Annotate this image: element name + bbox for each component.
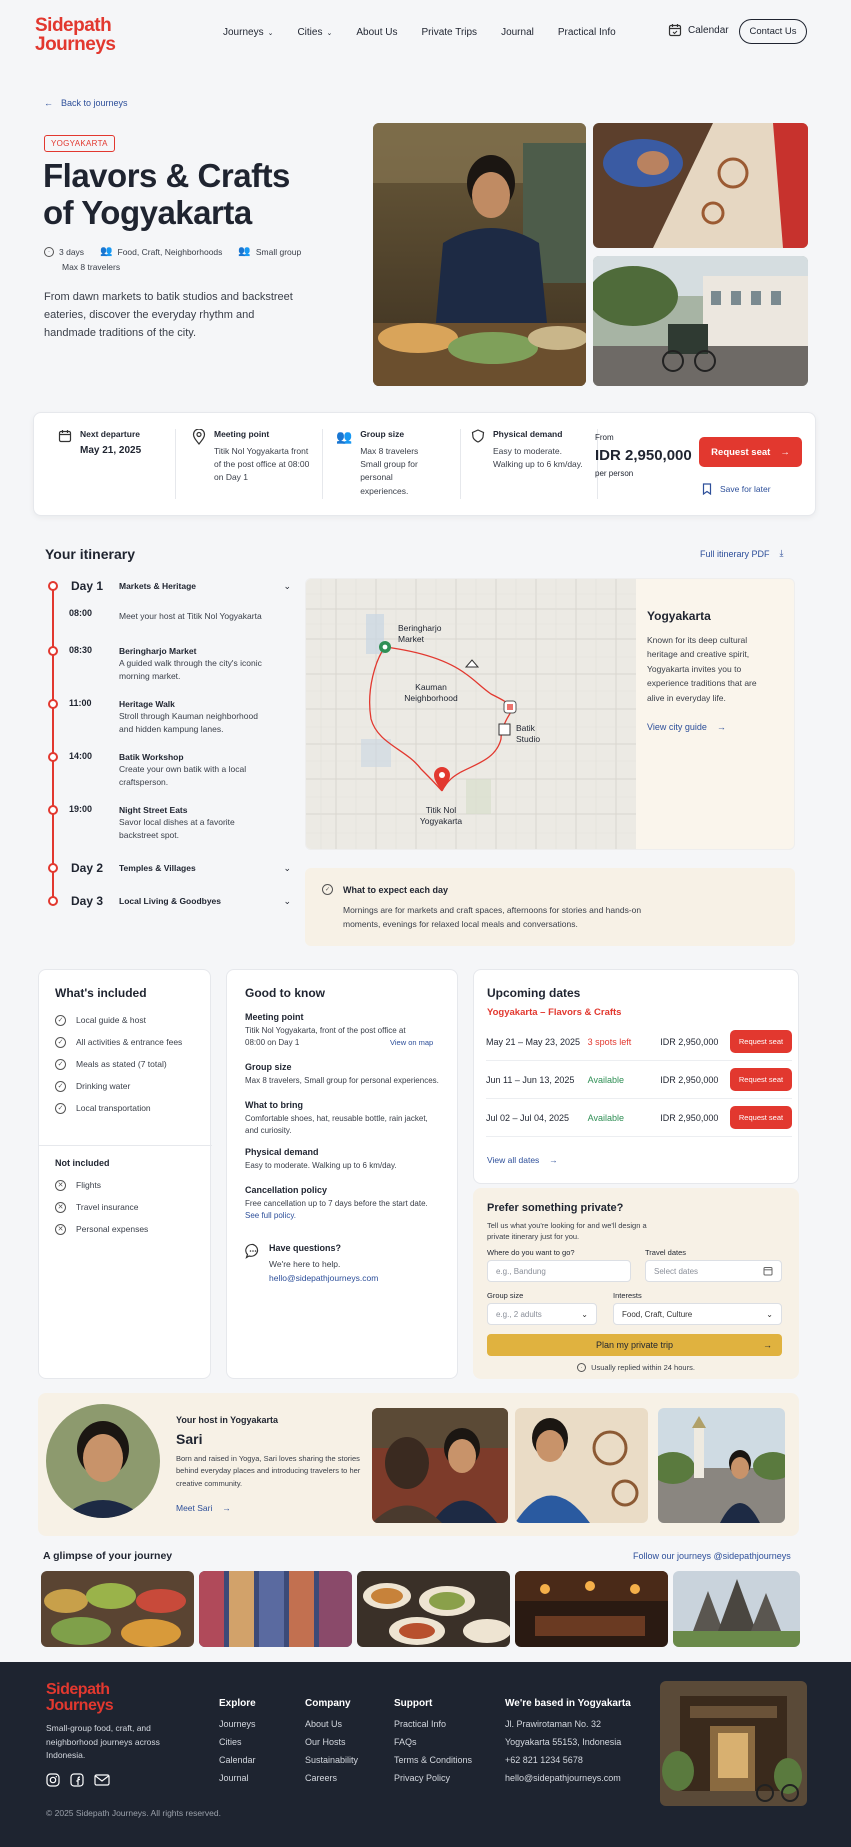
footer-heading: Support: [394, 1698, 433, 1709]
trip-info-bar: [33, 412, 816, 516]
timeline-dot: [48, 646, 58, 656]
meeting-text: Titik Nol Yogyakarta, front of the post office at 08:00 on Day 1: [245, 1026, 406, 1047]
logo-line-1: Sidepath: [35, 15, 112, 36]
gallery-photo-dishes[interactable]: [357, 1571, 510, 1647]
dates-field-group: [645, 1248, 782, 1282]
list-item: [55, 1075, 205, 1097]
itinerary-timeline: [45, 576, 295, 916]
bring-text: Comfortable shoes, hat, reusable bottle, rain jacket, and curiosity.: [245, 1114, 428, 1135]
chevron-down-icon: ⌄: [581, 1309, 588, 1319]
arrow-right-icon: →: [780, 446, 790, 458]
chat-bubble-icon: [245, 1243, 261, 1259]
day-label: Day 2: [71, 861, 104, 875]
interests-select[interactable]: [613, 1303, 782, 1325]
calendar-icon: [668, 23, 682, 37]
footer-link[interactable]: FAQs: [394, 1737, 417, 1747]
glimpse-gallery: [41, 1571, 800, 1647]
chevron-down-icon: ⌄: [283, 862, 291, 873]
x-circle-icon: ✕: [55, 1180, 66, 1191]
request-seat-label: Request seat: [711, 446, 771, 458]
chevron-down-icon: ⌄: [283, 580, 291, 591]
price-per: per person: [595, 469, 634, 478]
nav-practical-info[interactable]: Practical Info: [557, 27, 616, 38]
item-text: [119, 751, 269, 788]
gallery-photo-produce[interactable]: [41, 1571, 194, 1647]
arrow-right-icon: →: [549, 1155, 558, 1165]
expect-title: What to expect each day: [343, 884, 449, 895]
date-price: IDR 2,950,000: [660, 1112, 719, 1123]
list-item: [55, 1218, 205, 1240]
city-guide-label: View city guide: [647, 722, 707, 732]
footer-address: [505, 1698, 631, 1791]
arrow-right-icon: →: [716, 722, 726, 732]
item-text: [119, 804, 269, 841]
timeline-dot: [48, 699, 58, 709]
max-travelers: Max 8 travelers: [62, 262, 121, 272]
footer-logo[interactable]: [46, 1682, 113, 1714]
item-time: 19:00: [69, 804, 93, 814]
departure-label: Next departure: [80, 429, 140, 439]
where-placeholder: e.g., Bandung: [496, 1266, 546, 1276]
back-label: Back to journeys: [61, 98, 128, 108]
private-trip-card: [473, 1188, 799, 1379]
city-tag: YOGYAKARTA: [44, 135, 115, 152]
meeting-point: [192, 429, 314, 485]
footer-tagline: Small-group food, craft, and neighborhood journeys across Indonesia.: [46, 1723, 160, 1761]
page-title: [43, 158, 290, 232]
duration: 3 days: [59, 246, 85, 257]
timeline-dot: [48, 896, 58, 906]
hero-photo-vendor: [373, 123, 586, 386]
itinerary-map-panel: [305, 578, 795, 850]
date-row: [486, 1099, 792, 1137]
not-included-title: Not included: [55, 1158, 110, 1168]
group-label: Group size: [360, 429, 405, 439]
footer-link[interactable]: Practical Info: [394, 1719, 447, 1729]
host-photo-market: [372, 1408, 508, 1523]
footer-link[interactable]: Calendar: [219, 1755, 256, 1765]
item-time: 14:00: [69, 751, 93, 761]
footer-link[interactable]: Journal: [219, 1773, 249, 1783]
date-range: Jul 02 – Jul 04, 2025: [486, 1112, 570, 1123]
dates-subtitle: Yogyakarta – Flavors & Crafts: [487, 1007, 622, 1018]
upcoming-dates-card: [473, 969, 799, 1184]
nav-about[interactable]: About Us: [356, 27, 398, 38]
item-time: 11:00: [69, 698, 92, 708]
demand-text: Easy to moderate. Walking up to 6 km/day.: [245, 1161, 397, 1170]
check-circle-icon: ✓: [55, 1037, 66, 1048]
check-circle-icon: ✓: [55, 1059, 66, 1070]
nav-label: Cities: [297, 27, 323, 38]
reply-text: Usually replied within 24 hours.: [591, 1363, 695, 1372]
item-description: A guided walk through the city's iconic morning market.: [119, 658, 262, 681]
bring-title: What to bring: [245, 1100, 303, 1110]
good-title: Good to know: [245, 986, 325, 1000]
footer-email[interactable]: hello@sidepathjourneys.com: [505, 1773, 621, 1783]
footer-link[interactable]: Careers: [305, 1773, 338, 1783]
mail-icon[interactable]: [94, 1773, 110, 1787]
gallery-photo-textiles[interactable]: [199, 1571, 352, 1647]
group-field-group: [487, 1291, 597, 1325]
footer-link[interactable]: Terms & Conditions: [394, 1755, 473, 1765]
map-label-kauman: Kauman Neighborhood: [404, 682, 458, 703]
divider: [322, 429, 323, 499]
date-range: Jun 11 – Jun 13, 2025: [486, 1074, 575, 1085]
not-included-list: [55, 1174, 205, 1240]
item-label: Local guide & host: [76, 1015, 146, 1025]
day-title: Markets & Heritage: [119, 581, 197, 591]
host-photo-monument: [658, 1408, 785, 1523]
group-type: Small group: [255, 246, 302, 257]
glimpse-title: A glimpse of your journey: [43, 1550, 173, 1562]
item-text: [119, 698, 269, 735]
item-label: Personal expenses: [76, 1224, 149, 1234]
host-avatar: [46, 1404, 160, 1518]
private-title: Prefer something private?: [487, 1202, 624, 1214]
timeline-line: [52, 586, 54, 902]
facebook-icon[interactable]: [70, 1773, 84, 1787]
whats-included-card: [38, 969, 211, 1379]
dates-placeholder: Select dates: [654, 1266, 699, 1276]
logo-line-1: Sidepath: [46, 1681, 110, 1698]
good-to-know-card: [226, 969, 458, 1379]
included-list: [55, 1009, 205, 1119]
day-title: Temples & Villages: [119, 863, 196, 873]
save-later-link[interactable]: [702, 483, 771, 495]
interests-field-group: [613, 1291, 782, 1325]
item-description: Create your own batik with a local craftsperson.: [119, 764, 247, 787]
item-title: Batik Workshop: [119, 752, 184, 762]
divider: [175, 429, 176, 499]
footer-photo-storefront: [660, 1681, 807, 1806]
day-2-header[interactable]: [71, 861, 291, 875]
list-item: [55, 1196, 205, 1218]
logo-line-2: Journeys: [35, 34, 116, 55]
email-link[interactable]: hello@sidepathjourneys.com: [269, 1273, 379, 1283]
where-field-group: [487, 1248, 631, 1282]
chevron-down-icon: ⌄: [326, 29, 333, 37]
group-text: Max 8 travelers, Small group for personal experiences.: [245, 1076, 439, 1085]
date-price: IDR 2,950,000: [660, 1036, 719, 1047]
demand-title: Physical demand: [245, 1147, 319, 1157]
route-map[interactable]: [306, 579, 636, 850]
item-title: Beringharjo Market: [119, 646, 197, 656]
full-policy-link[interactable]: See full policy.: [245, 1211, 296, 1220]
nav-cities[interactable]: [297, 27, 332, 38]
reply-note: [473, 1363, 799, 1372]
expect-text: Mornings are for markets and craft spaces, afternoons for stories and hands-on moments, evenings for relaxed local meals and conversations.: [343, 905, 642, 930]
shield-icon: [471, 429, 485, 443]
map-label-batik-studio: Batik Studio: [516, 723, 541, 744]
host-name: Sari: [176, 1431, 203, 1447]
item-description: Meet your host at Titik Nol Yogyakarta: [119, 611, 262, 621]
good-demand: [245, 1147, 440, 1172]
map-label-beringharjo: Beringharjo Market: [398, 623, 442, 644]
arrow-right-icon: →: [222, 1503, 231, 1513]
request-seat-button[interactable]: [699, 437, 802, 467]
city-name: Yogyakarta: [647, 609, 711, 623]
item-label: Local transportation: [76, 1103, 151, 1113]
meeting-value: Titik Nol Yogyakarta front of the post office at 08:00 on Day 1: [214, 446, 310, 483]
good-meeting: [245, 1012, 440, 1049]
view-all-dates-link[interactable]: [487, 1155, 558, 1165]
list-item: [55, 1097, 205, 1119]
hero-photo-batik: [593, 123, 808, 248]
logo[interactable]: [35, 16, 115, 54]
list-item: [55, 1009, 205, 1031]
help-text: We're here to help.: [269, 1259, 341, 1269]
clock-icon: ·: [577, 1363, 586, 1372]
request-seat-button[interactable]: Request seat: [730, 1030, 792, 1053]
list-item: [55, 1053, 205, 1075]
nav-private-trips[interactable]: Private Trips: [421, 27, 478, 38]
group-select[interactable]: [487, 1303, 597, 1325]
chevron-down-icon: ⌄: [283, 895, 291, 906]
themes: Food, Craft, Neighborhoods: [117, 246, 223, 257]
check-circle-icon: ✓: [322, 884, 333, 895]
itinerary-title: Your itinerary: [45, 546, 135, 562]
address-line: Jl. Prawirotaman No. 32: [505, 1719, 602, 1729]
group-title: Group size: [245, 1062, 292, 1072]
date-status: Available: [587, 1074, 625, 1085]
item-label: Drinking water: [76, 1081, 131, 1091]
calendar-label: Calendar: [688, 24, 729, 36]
arrow-left-icon: ←: [44, 98, 53, 108]
demand-label: Physical demand: [493, 429, 563, 439]
meet-host-label: Meet Sari: [176, 1503, 213, 1513]
footer-company: [305, 1698, 358, 1791]
gallery-photo-temple[interactable]: [673, 1571, 800, 1647]
group-icon: 👥: [238, 246, 251, 257]
people-icon: 👥: [100, 246, 113, 257]
instagram-icon[interactable]: [46, 1773, 60, 1787]
footer-heading: Explore: [219, 1698, 256, 1709]
nav-journal[interactable]: Journal: [501, 27, 534, 38]
good-bring: [245, 1100, 430, 1137]
day-3-header[interactable]: [71, 894, 291, 908]
footer-explore: [219, 1698, 256, 1791]
date-row: [486, 1061, 792, 1099]
questions-block: [245, 1243, 378, 1283]
plan-label: Plan my private trip: [595, 1340, 674, 1350]
check-circle-icon: ✓: [55, 1103, 66, 1114]
footer-link[interactable]: Cities: [219, 1737, 242, 1747]
cancel-title: Cancellation policy: [245, 1185, 328, 1195]
group-icon: 👥: [336, 429, 353, 444]
price-from: From: [595, 433, 614, 442]
departure-value: May 21, 2025: [80, 445, 142, 456]
divider: [39, 1145, 212, 1146]
day-title: Local Living & Goodbyes: [119, 896, 222, 906]
expect-header: [322, 884, 448, 895]
dates-input[interactable]: [645, 1260, 782, 1282]
meeting-title: Meeting point: [245, 1012, 304, 1022]
list-item: [55, 1174, 205, 1196]
clock-icon: ·: [44, 247, 54, 257]
item-text: [119, 645, 269, 682]
item-label: Meals as stated (7 total): [76, 1059, 167, 1069]
dates-title: Upcoming dates: [487, 986, 581, 1000]
back-link[interactable]: [44, 98, 128, 108]
city-guide-link[interactable]: [647, 722, 726, 732]
group-placeholder: e.g., 2 adults: [496, 1309, 542, 1319]
calendar-icon: [763, 1266, 773, 1276]
x-circle-icon: ✕: [55, 1224, 66, 1235]
dates-label: Travel dates: [645, 1248, 686, 1257]
item-time: 08:30: [69, 645, 93, 655]
follow-link[interactable]: Follow our journeys @sidepathjourneys: [633, 1551, 791, 1561]
date-status: 3 spots left: [587, 1036, 632, 1047]
view-all-label: View all dates: [487, 1155, 540, 1165]
price: IDR 2,950,000: [595, 447, 692, 464]
what-to-expect: [305, 868, 795, 946]
cancel-text: Free cancellation up to 7 days before the start date.: [245, 1199, 428, 1208]
timeline-dot: [48, 805, 58, 815]
map-label-titik-nol: Titik Nol Yogyakarta: [419, 805, 463, 826]
footer-link[interactable]: Sustainability: [305, 1755, 359, 1765]
request-seat-button[interactable]: Request seat: [730, 1068, 792, 1091]
footer-support: [394, 1698, 472, 1791]
location-pin-icon: [192, 429, 206, 445]
x-circle-icon: ✕: [55, 1202, 66, 1213]
footer-link[interactable]: Privacy Policy: [394, 1773, 451, 1783]
title-line-1: Flavors & Crafts: [43, 157, 290, 194]
pdf-label: Full itinerary PDF: [700, 548, 770, 559]
footer-link[interactable]: About Us: [305, 1719, 343, 1729]
city-description: Known for its deep cultural heritage and creative spirit, Yogyakarta invites you to experience traditions that are alive in everyday life.: [647, 635, 757, 703]
list-item: [55, 1031, 205, 1053]
physical-demand: [461, 429, 588, 471]
item-label: Flights: [76, 1180, 102, 1190]
demand-value: Easy to moderate. Walking up to 6 km/day.: [493, 446, 583, 470]
arrow-right-icon: →: [763, 1340, 772, 1350]
day-label: Day 1: [71, 579, 104, 593]
item-description: Stroll through Kauman neighborhood and hidden kampung lanes.: [119, 711, 258, 734]
view-on-map-link[interactable]: View on map: [390, 1038, 434, 1047]
group-size: [336, 429, 440, 498]
next-departure: [58, 429, 141, 456]
gallery-photo-night-street[interactable]: [515, 1571, 668, 1647]
meeting-label: Meeting point: [214, 429, 270, 439]
bookmark-icon: [702, 483, 712, 495]
date-status: Available: [587, 1112, 625, 1123]
day-label: Day 3: [71, 894, 104, 908]
phone[interactable]: +62 821 1234 5678: [505, 1755, 583, 1765]
logo-line-2: Journeys: [46, 1697, 114, 1714]
included-title: What's included: [55, 986, 147, 1000]
host-bio: Born and raised in Yogya, Sari loves sharing the stories behind everyday places and introducing travelers to her creative community.: [176, 1454, 361, 1488]
date-range: May 21 – May 23, 2025: [486, 1036, 581, 1047]
item-time: 08:00: [69, 608, 93, 618]
copyright: © 2025 Sidepath Journeys. All rights reserved.: [46, 1808, 221, 1818]
interests-value: Food, Craft, Culture: [622, 1309, 693, 1319]
interests-label: Interests: [613, 1291, 642, 1300]
item-description: Savor local dishes at a favorite backstreet spot.: [119, 817, 235, 840]
timeline-dot: [48, 863, 58, 873]
chevron-down-icon: ⌄: [766, 1309, 773, 1319]
check-circle-icon: ✓: [55, 1081, 66, 1092]
footer-heading: We're based in Yogyakarta: [505, 1698, 631, 1709]
download-icon: ⤓: [779, 548, 784, 558]
site-footer: [0, 1662, 851, 1847]
group-value: Max 8 travelers Small group for personal experiences.: [360, 446, 419, 496]
site-header: [0, 0, 851, 64]
good-cancel: [245, 1185, 440, 1222]
trip-meta: [44, 246, 301, 257]
timeline-dot: [48, 581, 58, 591]
timeline-dot: [48, 752, 58, 762]
footer-link[interactable]: Our Hosts: [305, 1737, 346, 1747]
nav-label: Journeys: [223, 27, 264, 38]
good-group: [245, 1062, 440, 1087]
footer-heading: Company: [305, 1698, 351, 1709]
calendar-link[interactable]: [668, 23, 729, 37]
where-label: Where do you want to go?: [487, 1248, 575, 1257]
chevron-down-icon: ⌄: [267, 29, 274, 37]
private-text: Tell us what you're looking for and we'll design a private itinerary just for you.: [487, 1221, 647, 1242]
contact-button[interactable]: Contact Us: [739, 19, 807, 44]
calendar-icon: [58, 429, 72, 443]
item-title: Night Street Eats: [119, 805, 188, 815]
where-input[interactable]: [487, 1260, 631, 1282]
group-label: Group size: [487, 1291, 524, 1300]
save-later-label: Save for later: [720, 484, 771, 494]
meet-host-link[interactable]: [176, 1503, 231, 1513]
host-section: [38, 1393, 799, 1536]
nav-journeys[interactable]: [223, 27, 273, 38]
hero-photo-street: [593, 256, 808, 386]
itinerary-pdf-link[interactable]: [700, 548, 784, 559]
plan-private-trip-button[interactable]: [487, 1334, 782, 1356]
host-label: Your host in Yogyakarta: [176, 1415, 279, 1425]
main-nav: [223, 27, 616, 38]
check-circle-icon: ✓: [55, 1015, 66, 1026]
date-price: IDR 2,950,000: [660, 1074, 719, 1085]
questions-title: Have questions?: [269, 1243, 342, 1253]
date-row: [486, 1023, 792, 1061]
item-title: Heritage Walk: [119, 699, 175, 709]
host-photo-batik: [515, 1408, 648, 1523]
footer-link[interactable]: Journeys: [219, 1719, 256, 1729]
address-line: Yogyakarta 55153, Indonesia: [505, 1737, 622, 1747]
item-label: Travel insurance: [76, 1202, 139, 1212]
item-text: [119, 610, 269, 622]
title-line-2: of Yogyakarta: [43, 193, 252, 231]
hero-description: From dawn markets to batik studios and backstreet eateries, discover the everyday rhythm and handmade traditions of the city.: [44, 291, 293, 340]
social-links: [46, 1773, 110, 1787]
item-label: All activities & entrance fees: [76, 1037, 183, 1047]
request-seat-button[interactable]: Request seat: [730, 1106, 792, 1129]
day-1-header[interactable]: [71, 579, 291, 593]
